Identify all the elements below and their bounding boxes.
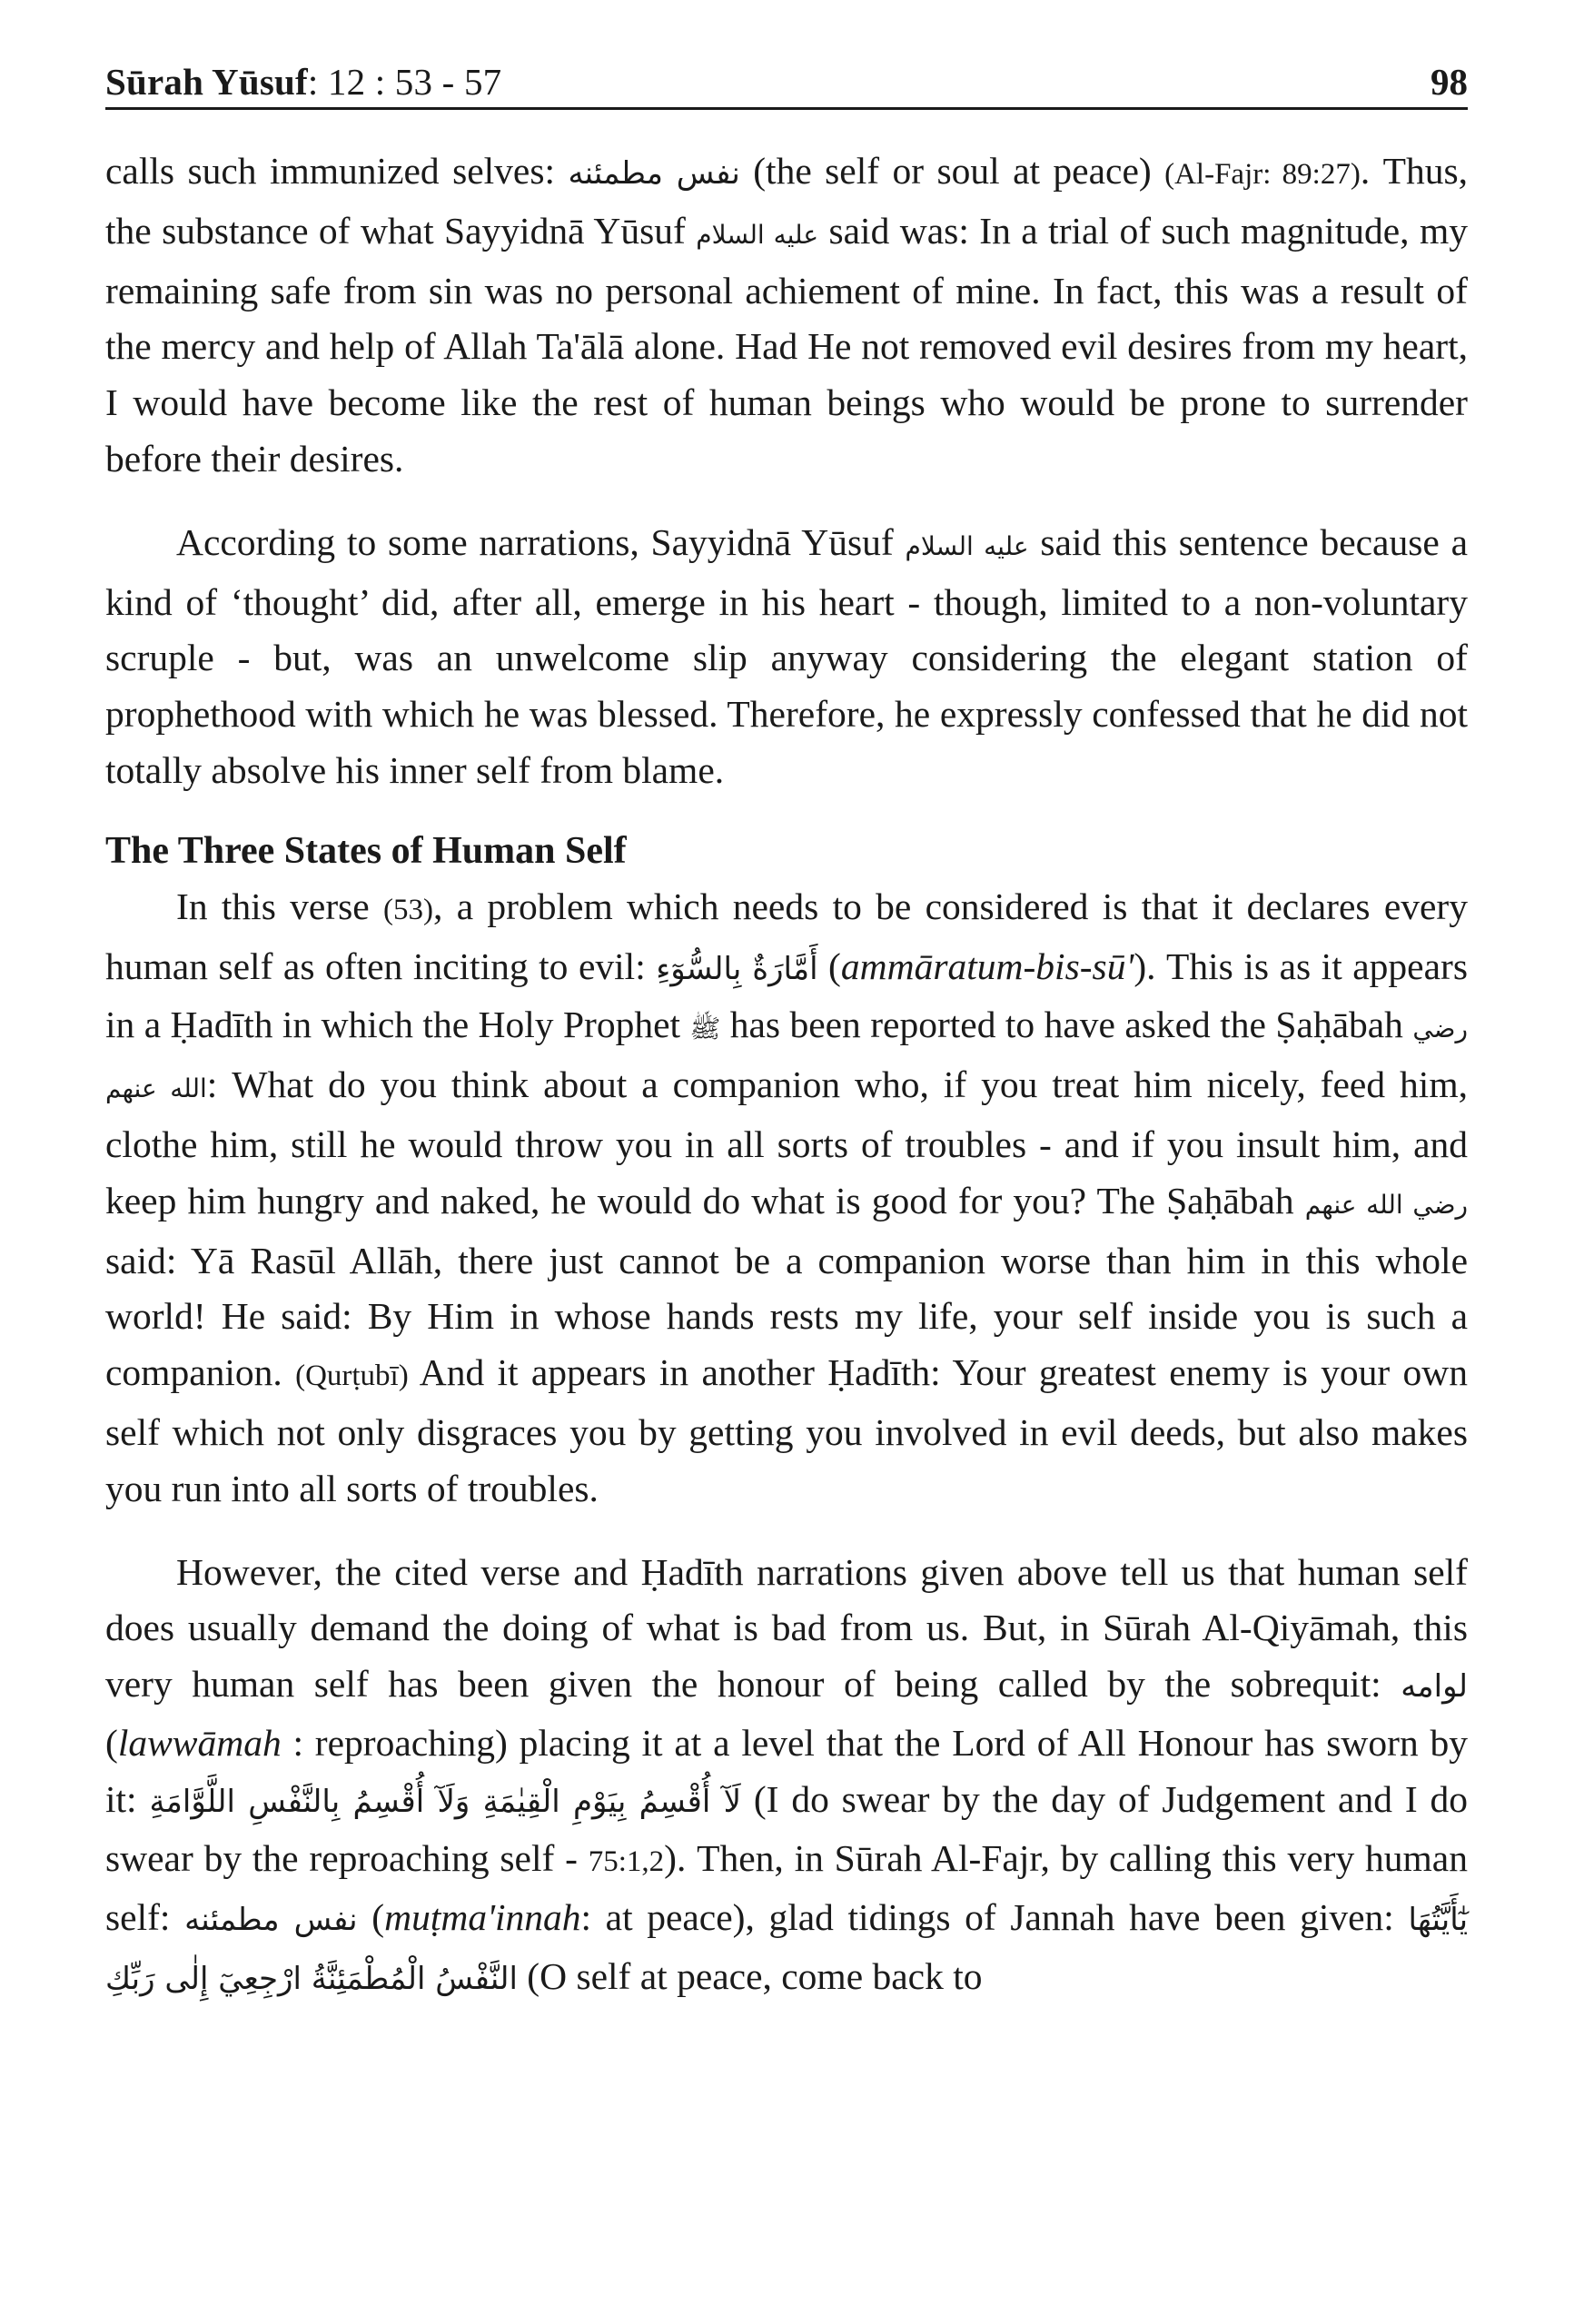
text-run: And it appears in another Ḥadīth: Your greatest enemy is your own self which not only disgraces you by getting you involved in evil deeds, but also makes you run into all sorts of troubles. xyxy=(105,1351,1468,1509)
arabic-phrase: نفس مطمئنه xyxy=(568,155,740,192)
text-run: : What do you think about a companion who, if you treat him nicely, feed him, clothe him, still he would throw you in all sorts of troubles - and if you insult him, and keep him hungry and naked, he would do what is good for you? The Ṣaḥābah xyxy=(105,1063,1468,1221)
text-run: (O self at peace, come back to xyxy=(517,1955,983,1998)
text-run: (the self or soul at peace) xyxy=(739,150,1165,192)
paragraph-4 xyxy=(105,1545,1468,2008)
page-number: 98 xyxy=(1431,61,1468,103)
text-run: ( xyxy=(105,1721,118,1764)
transliteration: muṭma'innah xyxy=(384,1896,581,1939)
text-run: ( xyxy=(817,944,841,987)
text-run: : reproaching) placing it at a level that the Lord of All Honour has sworn by it: xyxy=(105,1721,1468,1820)
text-run: ). Then, in Sūrah Al-Fajr, by calling this very human self: xyxy=(105,1836,1468,1939)
text-run: : at peace), glad tidings of Jannah have been given: xyxy=(580,1896,1409,1939)
text-run: , a problem which needs to be considered is that it declares every human self as often inciting to evil: xyxy=(105,885,1468,987)
transliteration: lawwāmah xyxy=(117,1721,282,1764)
text-run: calls such immunized selves: xyxy=(105,150,569,192)
verse-reference: : 12 : 53 - 57 xyxy=(307,61,502,103)
section-heading: The Three States of Human Self xyxy=(105,829,627,872)
arabic-phrase: نفس مطمئنه xyxy=(184,1902,358,1939)
paragraph-3 xyxy=(105,879,1468,1518)
text-run: ( xyxy=(357,1896,385,1939)
running-header xyxy=(105,60,1468,110)
text-run: said: Yā Rasūl Allāh, there just cannot be a companion worse than him in this whole world! He said: By Him in whose hands rests my life, your self inside you is such a companion. xyxy=(105,1239,1468,1394)
honorific-glyph: عليه السلام xyxy=(696,219,819,250)
paragraph-1 xyxy=(105,143,1468,488)
arabic-verse: يٰٓأَيَّتُهَا النَّفْسُ الْمُطْمَئِنَّةُ ارْجِعِيٓ إِلٰى رَبِّكِ xyxy=(105,1902,1469,1998)
honorific-glyph: رضي الله عنهم xyxy=(1304,1189,1468,1220)
honorific-glyph: رضي الله عنهم xyxy=(105,1014,1468,1104)
arabic-phrase: لوامه xyxy=(1401,1668,1468,1706)
header-title xyxy=(105,60,501,104)
transliteration: ammāratum-bis-sū' xyxy=(840,944,1134,987)
text-run: ). This is as it appears in a Ḥadīth in which the Holy Prophet xyxy=(105,944,1468,1046)
text-run: In this verse xyxy=(176,885,384,927)
citation: (Qurṭubī) xyxy=(295,1360,409,1393)
body-text xyxy=(105,143,1468,2008)
arabic-phrase: أَمَّارَةٌ بِالسُّوٓءِ xyxy=(656,950,818,987)
paragraph-2 xyxy=(105,515,1468,799)
text-run: said this sentence because a kind of ‘thought’ did, after all, emerge in his heart - though, limited to a non-voluntary scruple - but, was an unwelcome slip anyway considering the elegant station of prophethood with which he was blessed. Therefore, he expressly confessed that he did not totally absolve his inner self from blame. xyxy=(105,520,1469,791)
surah-name: Sūrah Yūsuf xyxy=(105,61,308,103)
text-run: said was: In a trial of such magnitude, my remaining safe from sin was no personal achiement of mine. In fact, this was a result of the mercy and help of Allah Ta'ālā alone. Had He not removed evil desires from my heart, I would have become like the rest of human beings who would be prone to surrender before their desires. xyxy=(105,209,1468,480)
citation: (53) xyxy=(383,893,434,926)
honorific-glyph: ﷺ xyxy=(689,1014,721,1044)
honorific-glyph: عليه السلام xyxy=(905,530,1029,561)
citation: (Al-Fajr: 89:27) xyxy=(1164,158,1361,191)
text-run: However, the cited verse and Ḥadīth narrations given above tell us that human self does usually demand the doing of what is bad from us. But, in Sūrah Al-Qiyāmah, this very human self has been given the honour of being called by the sobrequit: xyxy=(105,1550,1468,1706)
text-run: (I do swear by the day of Judgement and I do swear by the reproaching self - xyxy=(105,1777,1468,1879)
text-run: has been reported to have asked the Ṣaḥābah xyxy=(720,1004,1413,1046)
text-run: According to some narrations, Sayyidnā Yūsuf xyxy=(176,520,906,563)
citation: 75:1,2 xyxy=(588,1844,665,1878)
arabic-verse: لَآ أُقْسِمُ بِيَوْمِ الْقِيٰمَةِ وَلَآ أُقْسِمُ بِالنَّفْسِ اللَّوَّامَةِ xyxy=(149,1783,741,1820)
text-run: . Thus, the substance of what Sayyidnā Yūsuf xyxy=(105,150,1469,252)
